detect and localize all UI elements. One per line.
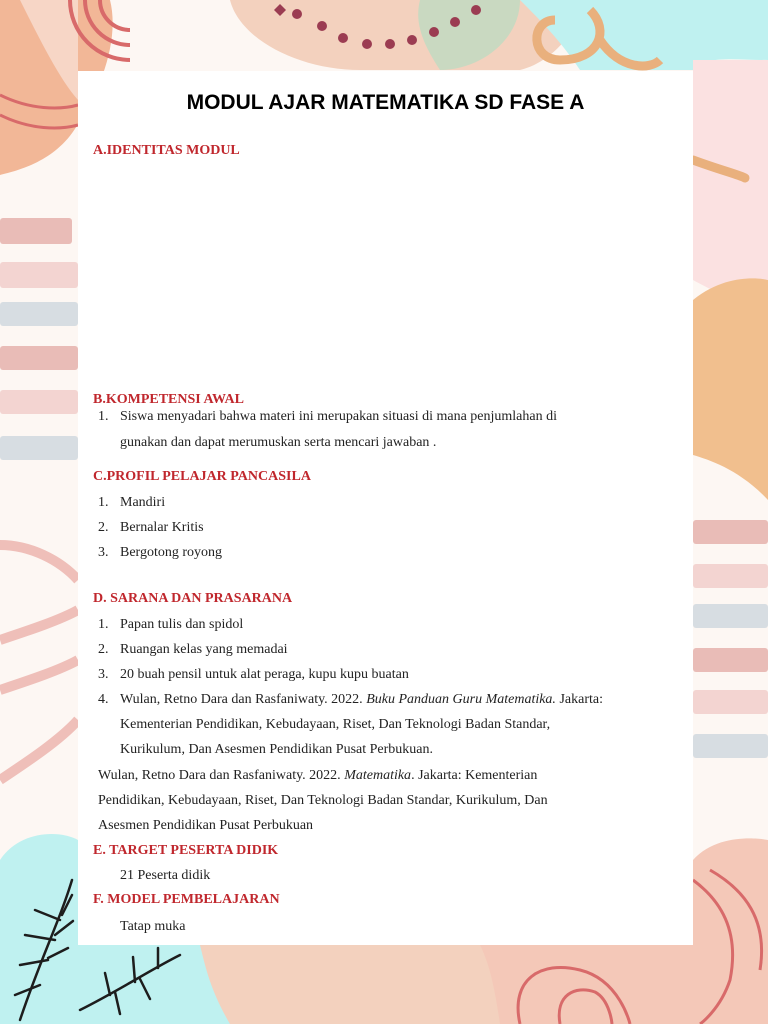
reference-book-title: Matematika	[344, 768, 412, 783]
reference-citation-continued: Pendidikan, Kebudayaan, Riset, Dan Teknologi Badan Standar, Kurikulum, Dan	[98, 793, 548, 808]
reference-citation-continued: Kurikulum, Dan Asesmen Pendidikan Pusat Perbukuan.	[120, 742, 434, 757]
list-number: 1.	[98, 495, 109, 510]
reference-publisher: . Jakarta: Kementerian	[411, 768, 538, 783]
reference-publisher: Jakarta:	[555, 692, 603, 707]
target-text: 21 Peserta didik	[120, 868, 211, 883]
list-number: 1.	[98, 409, 109, 424]
reference-citation-continued: Kementerian Pendidikan, Kebudayaan, Riset, Dan Teknologi Badan Standar,	[120, 717, 551, 732]
reference-authors: Wulan, Retno Dara dan Rasfaniwaty. 2022.	[98, 768, 345, 783]
list-number: 2.	[98, 520, 109, 535]
reference-book-title: Buku Panduan Guru Matematika.	[366, 692, 556, 707]
reference-citation-continued: Asesmen Pendidikan Pusat Perbukuan	[98, 818, 314, 833]
model-text: Tatap muka	[120, 919, 186, 934]
list-number: 3.	[98, 667, 109, 682]
list-item-text: Bernalar Kritis	[120, 520, 204, 535]
list-item-text: Papan tulis dan spidol	[120, 617, 244, 632]
list-item-text: Ruangan kelas yang memadai	[120, 642, 288, 657]
heading-identitas-modul: A.IDENTITAS MODUL	[93, 143, 240, 158]
reference-citation	[120, 692, 603, 708]
heading-profil-pelajar-pancasila: C.PROFIL PELAJAR PANCASILA	[93, 469, 311, 484]
list-item-text-continued: gunakan dan dapat merumuskan serta mencari jawaban .	[120, 435, 437, 450]
heading-kompetensi-awal: B.KOMPETENSI AWAL	[93, 392, 244, 407]
list-number: 1.	[98, 617, 109, 632]
heading-model-pembelajaran: F. MODEL PEMBELAJARAN	[93, 892, 280, 907]
list-item-text: 20 buah pensil untuk alat peraga, kupu kupu buatan	[120, 667, 409, 682]
list-item-text: Siswa menyadari bahwa materi ini merupakan situasi di mana penjumlahan di	[120, 409, 557, 424]
heading-target-peserta-didik: E. TARGET PESERTA DIDIK	[93, 843, 279, 858]
list-number: 4.	[98, 692, 109, 707]
list-item-text: Bergotong royong	[120, 545, 223, 560]
document-page	[78, 71, 693, 945]
list-item-text: Mandiri	[120, 495, 166, 510]
heading-sarana-dan-prasarana: D. SARANA DAN PRASARANA	[93, 591, 293, 606]
reference-authors: Wulan, Retno Dara dan Rasfaniwaty. 2022.	[120, 692, 367, 707]
reference-citation	[98, 768, 537, 784]
document-title: MODUL AJAR MATEMATIKA SD FASE A	[186, 91, 585, 114]
list-number: 3.	[98, 545, 109, 560]
list-number: 2.	[98, 642, 109, 657]
